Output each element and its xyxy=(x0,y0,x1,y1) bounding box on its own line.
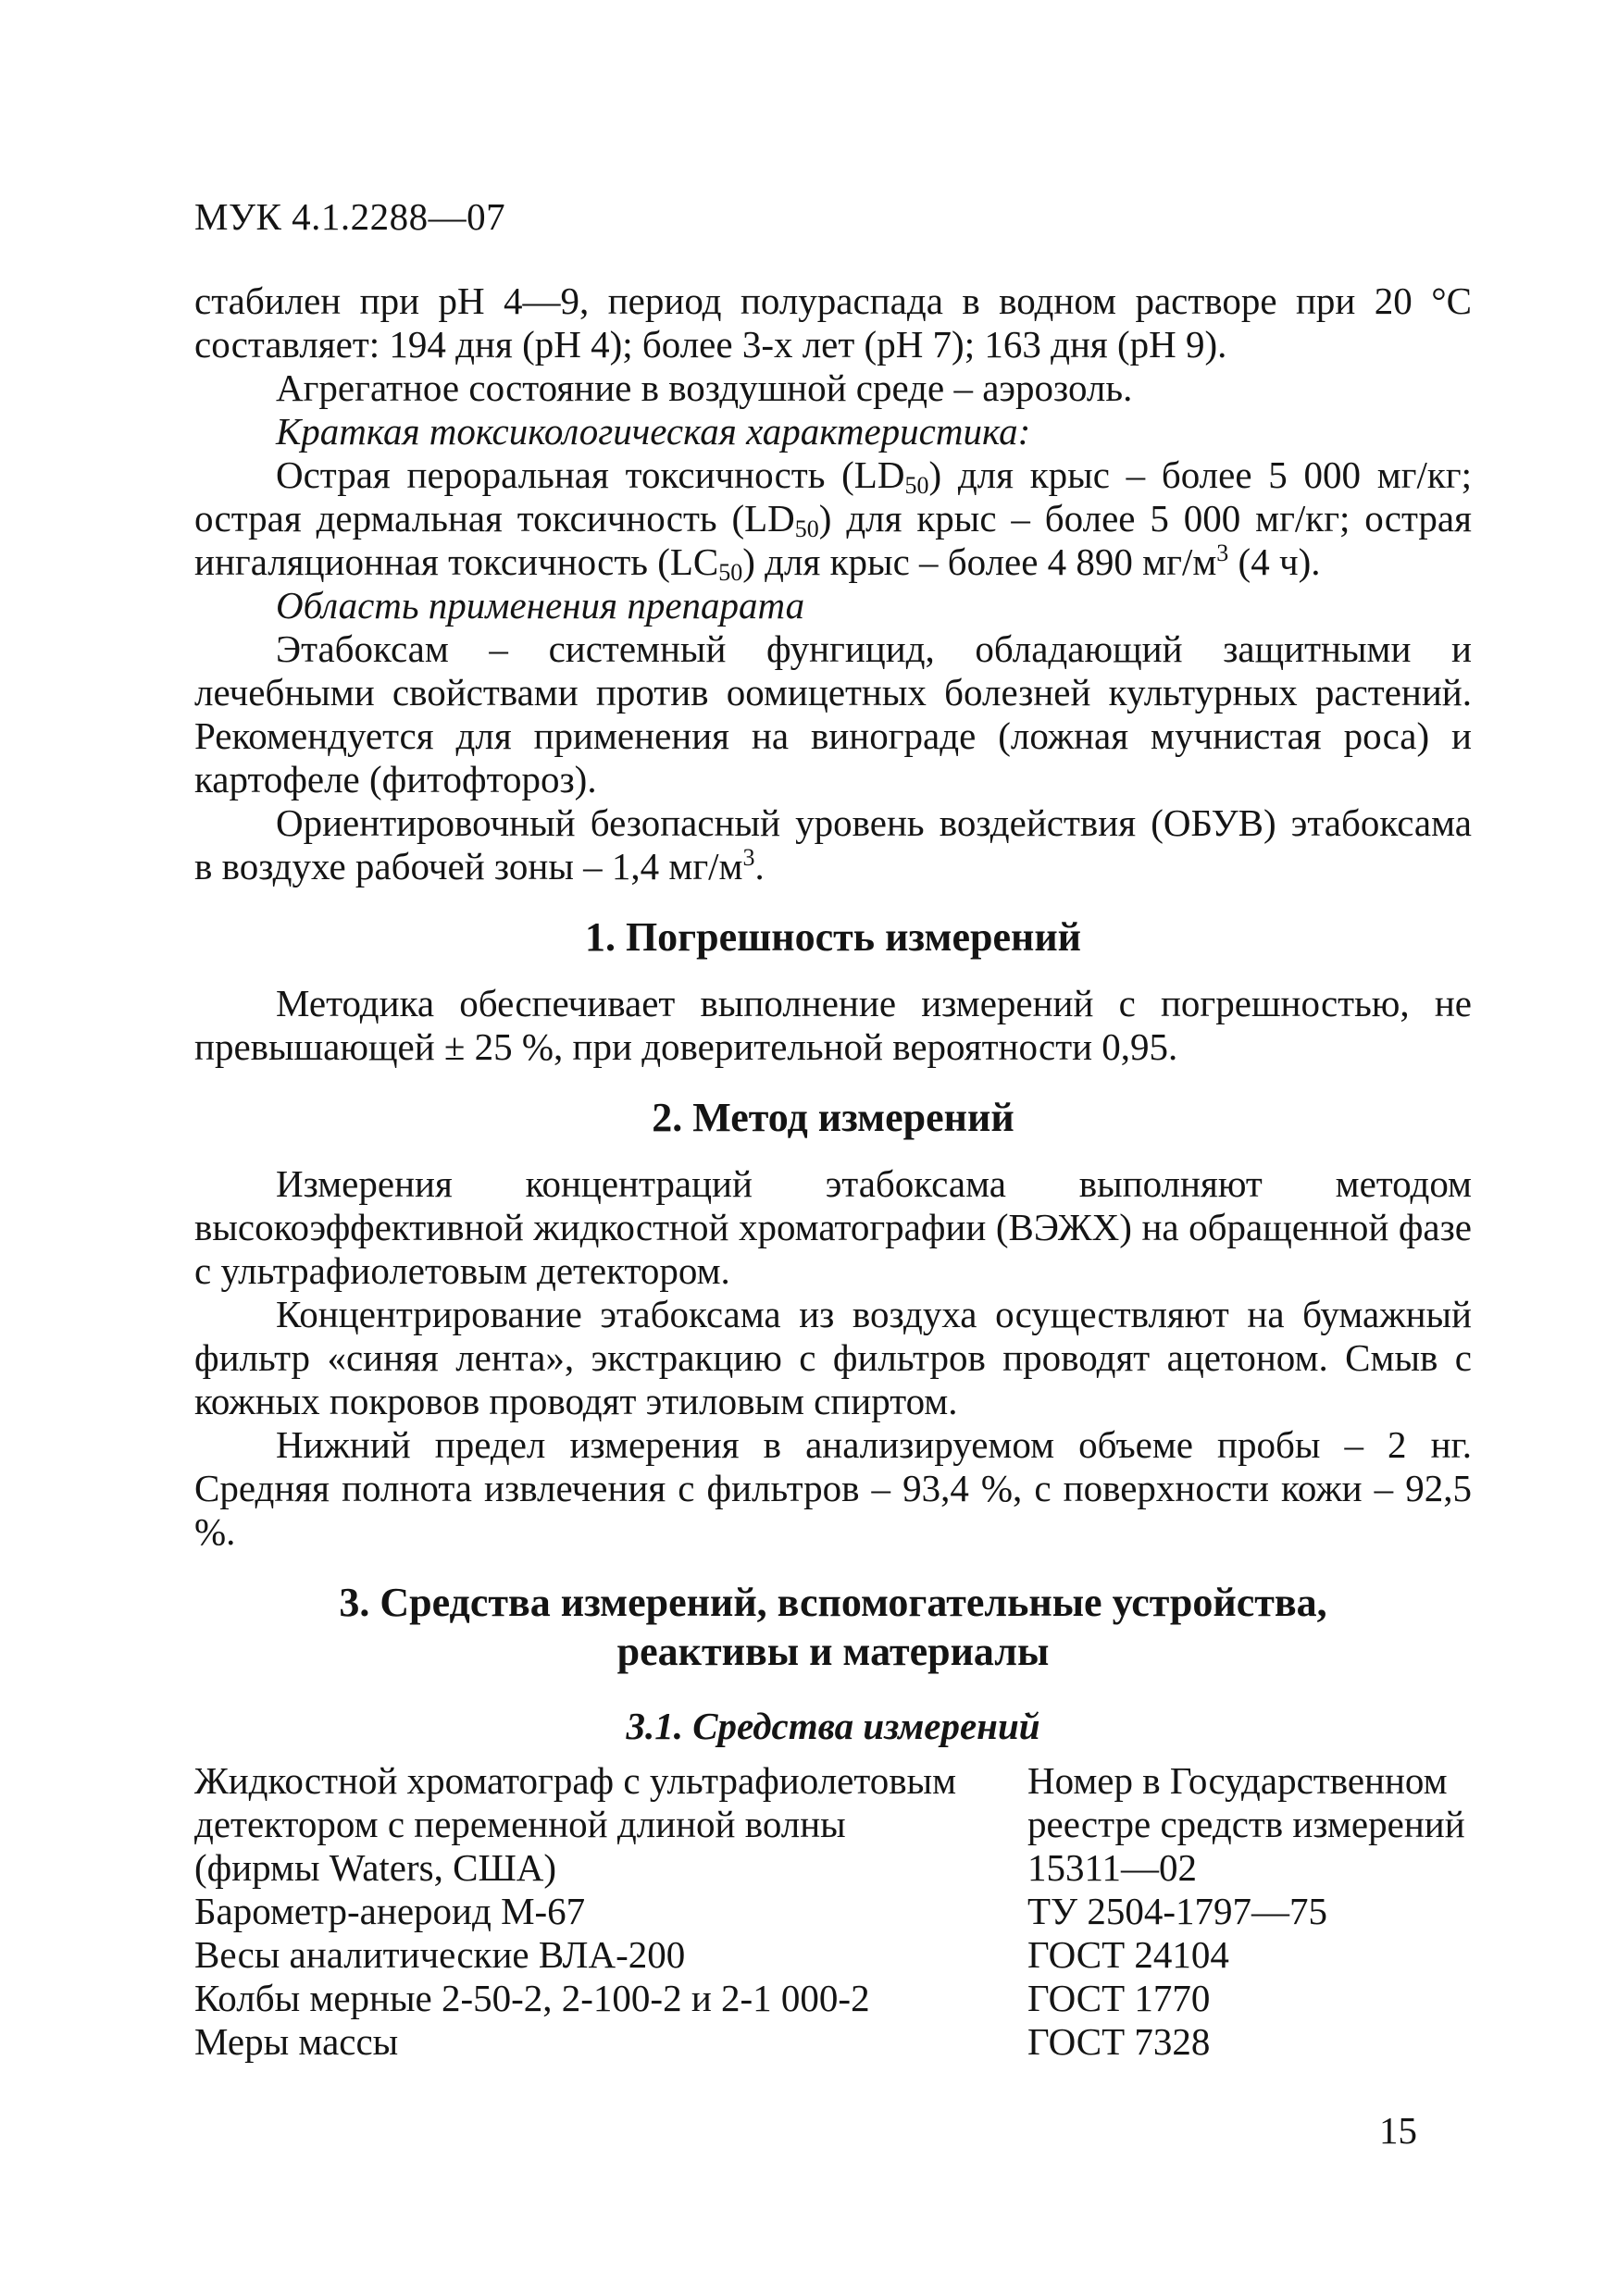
tox-text-e: (4 ч). xyxy=(1228,540,1321,583)
section-3-title-line-2: реактивы и материалы xyxy=(616,1629,1050,1674)
tox-sub-1: 50 xyxy=(904,472,929,499)
section-1-text: Методика обеспечивает выполнение измерений с погрешностью, не превышающей ± 25 %, при доверительной вероятности 0,95. xyxy=(194,982,1472,1068)
application-heading-text: Область применения препарата xyxy=(276,584,805,627)
table-cell-ref: ГОСТ 24104 xyxy=(1027,1933,1229,1976)
tox-text-a: Острая пероральная токсичность (LD xyxy=(276,453,905,496)
tox-text-c: ) для крыс – более 5 000 мг/кг; острая ингаляционная токсичность (LC xyxy=(194,497,1472,583)
application-heading xyxy=(194,584,1472,627)
tox-text-d: ) для крыс – более 4 890 мг/м xyxy=(742,540,1217,583)
table-cell-name: Весы аналитические ВЛА-200 xyxy=(194,1933,686,1976)
section-3-title xyxy=(194,1578,1472,1676)
tox-text-b: ) для крыс – более 5 000 мг/кг; острая дермальная токсичность (LD xyxy=(194,453,1472,540)
table-cell-name: Колбы мерные 2-50-2, 2-100-2 и 2-1 000-2 xyxy=(194,1977,870,2019)
obuv-text-b: . xyxy=(754,845,765,887)
table-cell-ref: реестре средств измерений xyxy=(1027,1803,1465,1845)
table-cell-name: (фирмы Waters, США) xyxy=(194,1846,557,1889)
table-cell-ref: ГОСТ 7328 xyxy=(1027,2020,1211,2063)
table-cell-name: детектором с переменной длиной волны xyxy=(194,1803,846,1845)
tox-heading xyxy=(194,410,1472,453)
paragraph-stability: стабилен при pH 4—9, период полураспада в водном растворе при 20 °С составляет: 194 дня (pH 4); более 3-х лет (pH 7); 163 дня (pH 9). xyxy=(194,279,1472,366)
table-cell-ref: 15311—02 xyxy=(1027,1846,1197,1889)
tox-sub-3: 50 xyxy=(718,559,743,586)
obuv-text-a: Ориентировочный безопасный уровень воздействия (ОБУВ) этабоксама в воздухе рабочей зоны – 1,4 мг/м xyxy=(194,801,1472,887)
obuv-sup: 3 xyxy=(742,844,755,871)
table-cell-ref: ГОСТ 1770 xyxy=(1027,1977,1211,2019)
paragraph-application: Этабоксам – системный фунгицид, обладающий защитными и лечебными свойствами против оомицетных болезней культурных растений. Рекомендуется для применения на винограде (ложная мучнистая роса) и картофеле (фитофтороз). xyxy=(194,627,1472,800)
table-cell-name: Барометр-анероид М-67 xyxy=(194,1890,586,1932)
tox-sub-2: 50 xyxy=(794,515,819,542)
table-cell-ref: Номер в Государственном xyxy=(1027,1759,1448,1802)
tox-heading-text: Краткая токсикологическая характеристика: xyxy=(276,410,1031,453)
paragraph-obuv xyxy=(194,801,1472,888)
table-cell-name: Меры массы xyxy=(194,2020,399,2063)
subsection-3-1-title: 3.1. Средства измерений xyxy=(626,1705,1040,1747)
tox-sup: 3 xyxy=(1216,540,1229,566)
section-1-title: 1. Погрешность измерений xyxy=(584,914,1082,960)
section-2-paragraph-3: Нижний предел измерения в анализируемом объеме пробы – 2 нг. Средняя полнота извлечения с фильтров – 93,4 %, с поверхности кожи – 92,5 %. xyxy=(194,1423,1472,1553)
document-page xyxy=(194,194,1472,2064)
table-cell-name: Жидкостной хроматограф с ультрафиолетовым xyxy=(194,1759,957,1802)
section-2-paragraph-2: Концентрирование этабоксама из воздуха осуществляют на бумажный фильтр «синяя лента», экстракцию с фильтров проводят ацетоном. Смыв с кожных покровов проводят этиловым спиртом. xyxy=(194,1293,1472,1422)
section-3-title-line-1: 3. Средства измерений, вспомогательные устройства, xyxy=(339,1580,1327,1625)
section-2-title: 2. Метод измерений xyxy=(652,1095,1014,1140)
table-cell-ref: ТУ 2504-1797—75 xyxy=(1027,1890,1327,1932)
document-code: МУК 4.1.2288—07 xyxy=(194,195,506,238)
paragraph-toxicity xyxy=(194,453,1472,584)
instruments-table xyxy=(194,1759,1472,2064)
page-number: 15 xyxy=(1379,2109,1417,2152)
paragraph-aggregate-state: Агрегатное состояние в воздушной среде – аэрозоль. xyxy=(276,366,1133,409)
section-2-paragraph-1: Измерения концентраций этабоксама выполняют методом высокоэффективной жидкостной хроматографии (ВЭЖХ) на обращенной фазе с ультрафиолетовым детектором. xyxy=(194,1162,1472,1292)
